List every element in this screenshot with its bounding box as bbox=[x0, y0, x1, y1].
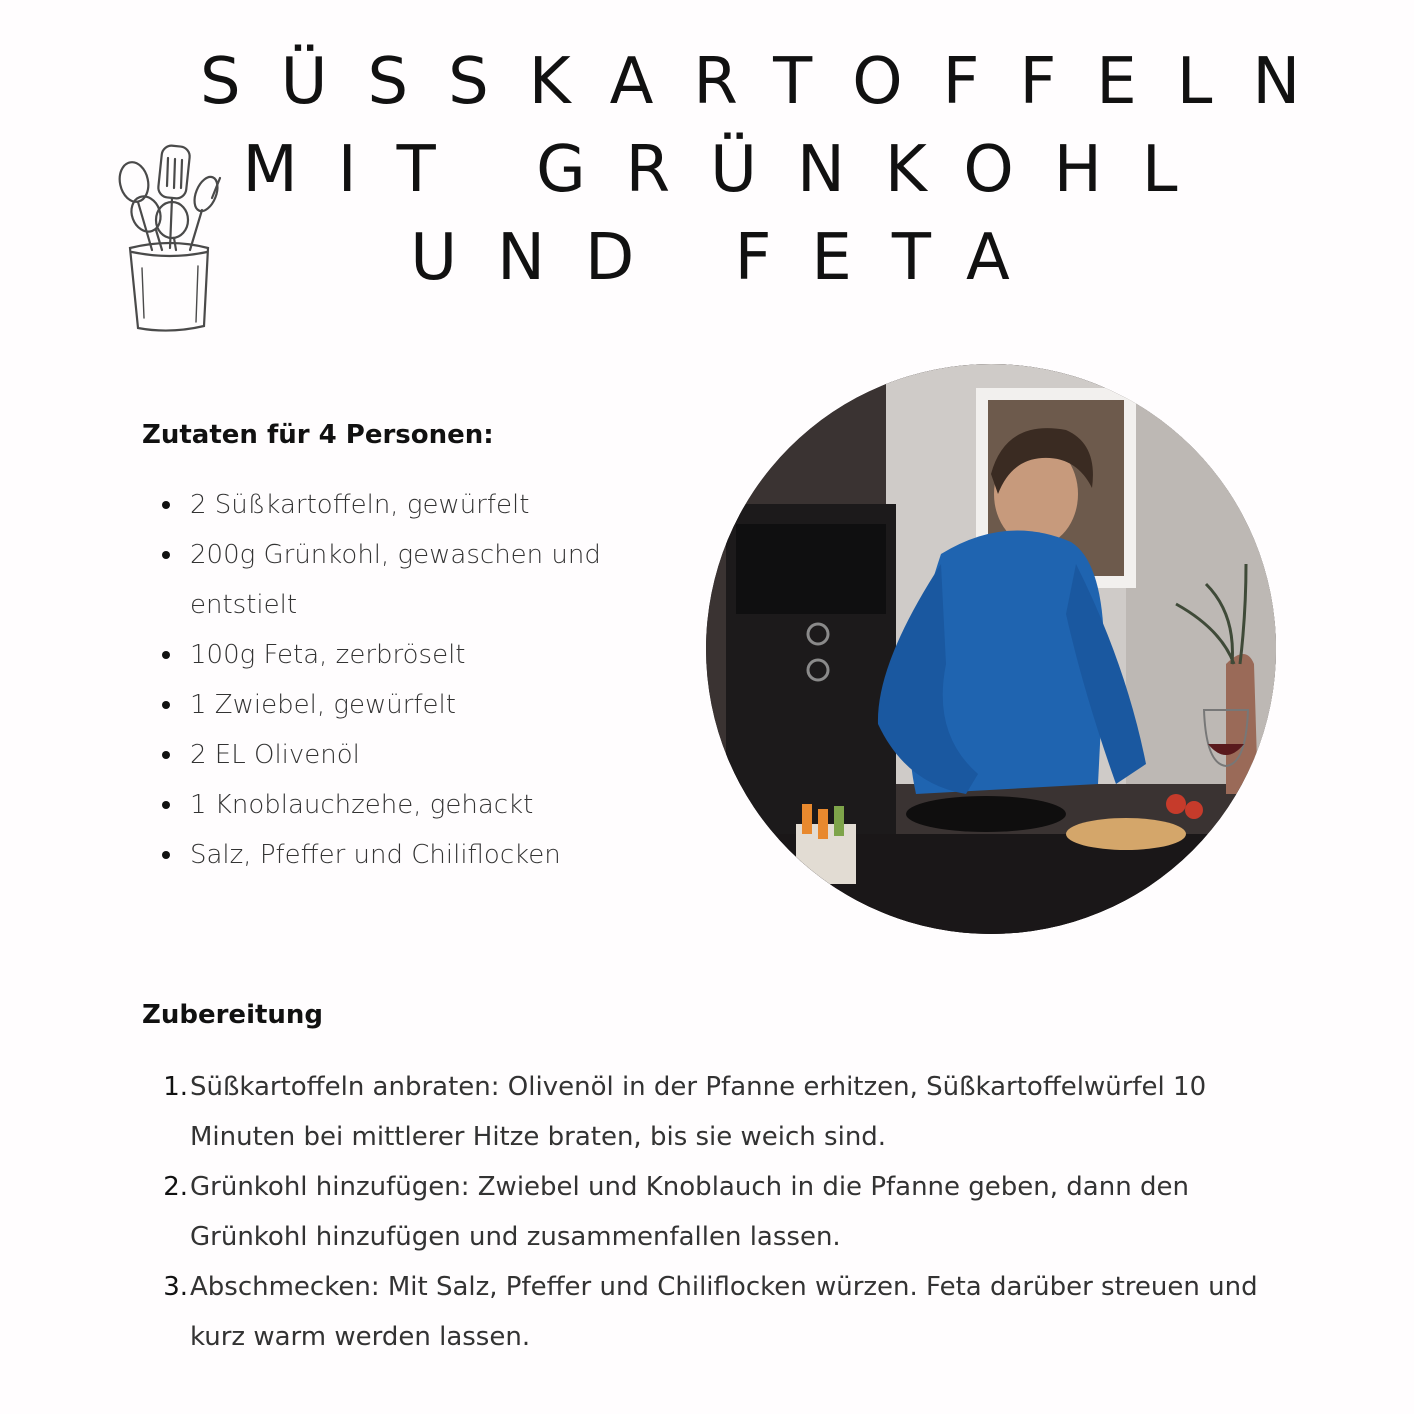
step-number: 1. bbox=[163, 1072, 188, 1102]
list-item: Salz, Pfeffer und Chiliflocken bbox=[142, 830, 662, 880]
list-item: 2 Süßkartoffeln, gewürfelt bbox=[142, 480, 662, 530]
preparation-heading: Zubereitung bbox=[142, 1000, 324, 1030]
list-item: 1 Zwiebel, gewürfelt bbox=[142, 680, 662, 730]
title-line-2: MIT GRÜNKOHL bbox=[242, 133, 1218, 207]
step-number: 3. bbox=[163, 1272, 188, 1302]
list-item: 100g Feta, zerbröselt bbox=[142, 630, 662, 680]
list-item bbox=[142, 1262, 1292, 1362]
chef-photo bbox=[706, 364, 1276, 934]
list-item bbox=[142, 1062, 1292, 1162]
step-text: Süßkartoffeln anbraten: Olivenöl in der Pfanne erhitzen, Süßkartoffelwürfel 10 Minuten bei mittlerer Hitze braten, bis sie weich sind. bbox=[190, 1072, 1207, 1152]
preparation-steps bbox=[142, 1062, 1292, 1362]
step-number: 2. bbox=[163, 1172, 188, 1202]
list-item: 200g Grünkohl, gewaschen und entstielt bbox=[142, 530, 662, 630]
step-text: Abschmecken: Mit Salz, Pfeffer und Chiliflocken würzen. Feta darüber streuen und kurz warm werden lassen. bbox=[190, 1272, 1258, 1352]
recipe-title bbox=[160, 38, 1341, 302]
list-item: 1 Knoblauchzehe, gehackt bbox=[142, 780, 662, 830]
list-item bbox=[142, 1162, 1292, 1262]
title-line-3: UND FETA bbox=[410, 221, 1050, 295]
ingredients-heading: Zutaten für 4 Personen: bbox=[142, 420, 494, 450]
ingredients-list bbox=[142, 480, 662, 880]
step-text: Grünkohl hinzufügen: Zwiebel und Knoblauch in die Pfanne geben, dann den Grünkohl hinzufügen und zusammenfallen lassen. bbox=[190, 1172, 1189, 1252]
title-line-1: SÜSSKARTOFFELN bbox=[200, 45, 1341, 119]
list-item: 2 EL Olivenöl bbox=[142, 730, 662, 780]
kitchen-utensils-jar-icon bbox=[108, 138, 232, 338]
